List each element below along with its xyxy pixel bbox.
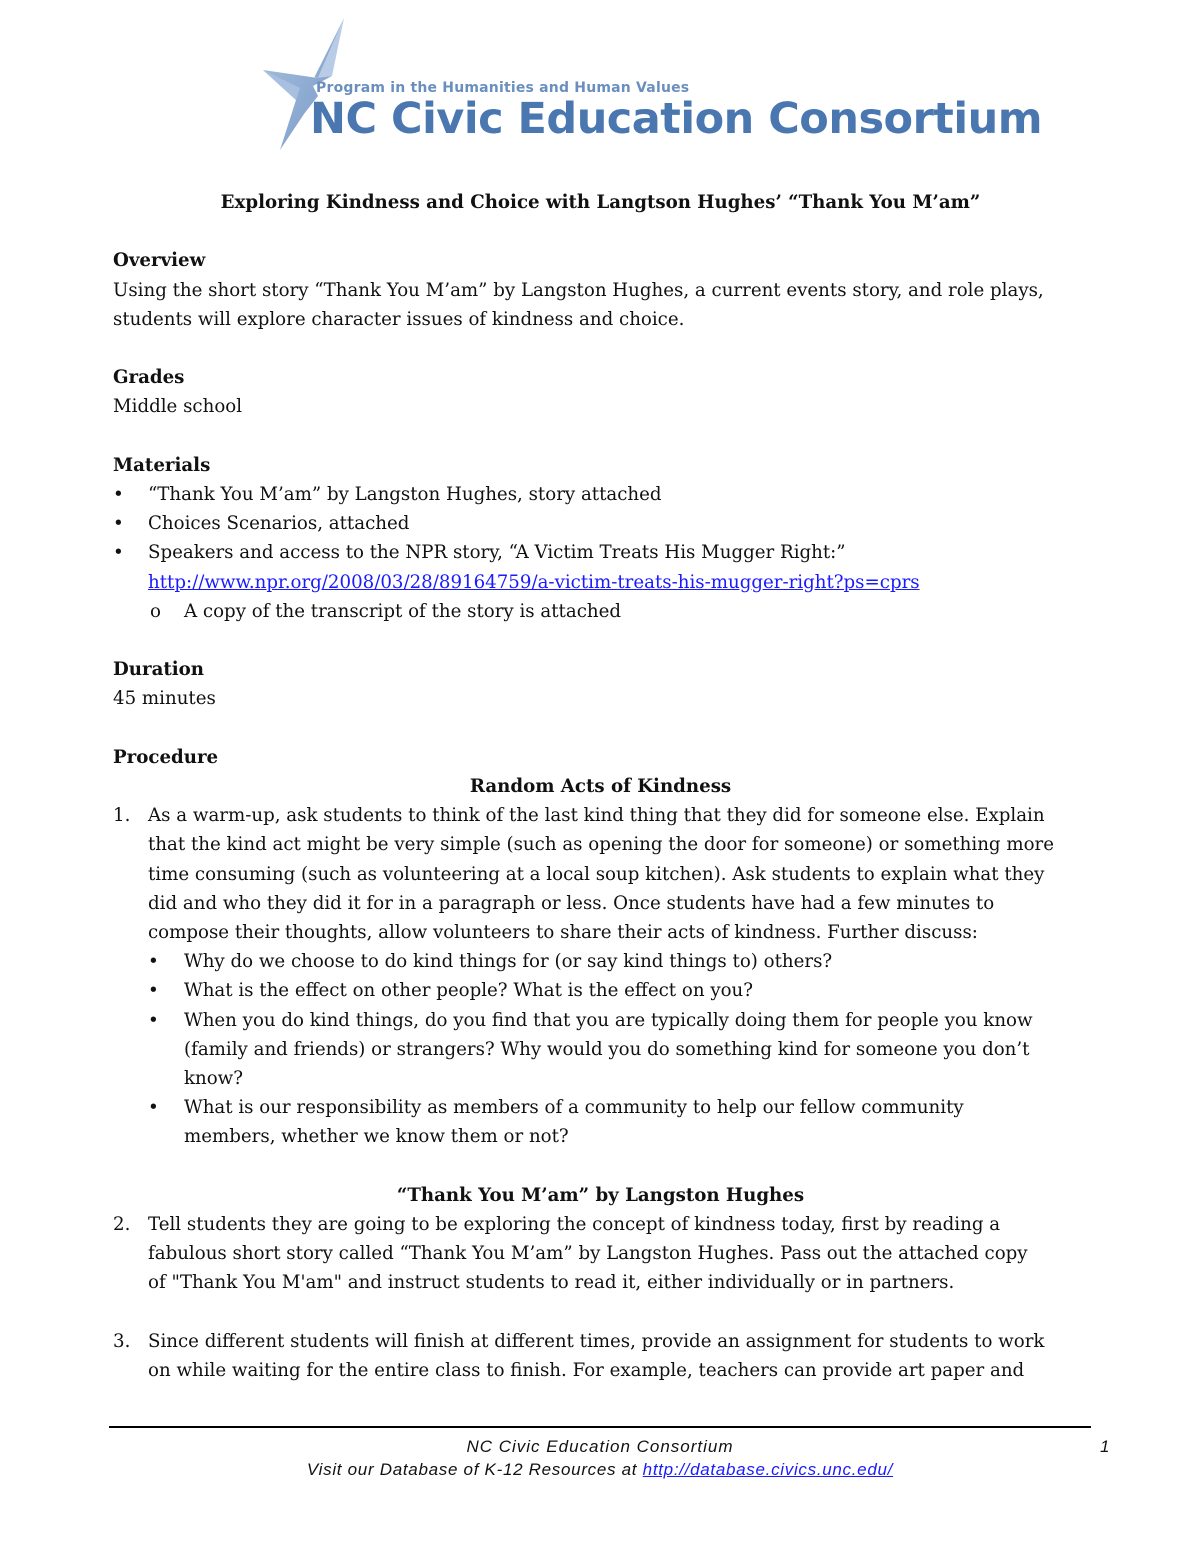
page-number: 1 [1100,1437,1110,1456]
document-body [113,188,1088,1385]
step-number: 1. [113,805,131,827]
procedure-step-1 [113,801,1088,1151]
list-item-text: (family and friends) or strangers? Why would you do something kind for someone you don’t [184,1038,1030,1060]
list-item-text: “Thank You M’am” by Langston Hughes, story attached [148,483,662,505]
duration-value: 45 minutes [113,688,216,710]
step-text-line: on while waiting for the entire class to finish. For example, teachers can provide art paper and [148,1360,1025,1382]
step-text-line: Since different students will finish at different times, provide an assignment for students to work [148,1330,1045,1352]
list-item-text: Speakers and access to the NPR story, “A Victim Treats His Mugger Right:” [148,542,846,564]
list-item [148,1093,1088,1151]
list-item [113,480,1088,509]
overview-text-line: Using the short story “Thank You M’am” by Langston Hughes, a current events story, and role plays, [113,279,1044,301]
list-item [148,947,1088,976]
step-text-line: compose their thoughts, allow volunteers to share their acts of kindness. Further discuss: [148,922,978,943]
list-item-text: know? [184,1068,244,1090]
step-text-line: fabulous short story called “Thank You M’am” by Langston Hughes. Pass out the attached copy [148,1243,1028,1265]
footer-org: NC Civic Education Consortium [466,1437,734,1456]
list-item-text: • What is our responsibility as members of a community to help our fellow community [184,1097,964,1119]
document-title: Exploring Kindness and Choice with Langtson Hughes’ “Thank You M’am” [220,192,981,213]
section-title: Random Acts of Kindness [469,775,732,797]
materials-list [113,480,1088,626]
list-item-text: • What is the effect on other people? What is the effect on you? [184,980,754,1002]
step-number: 3. [113,1330,131,1352]
step-text-line: of "Thank You M'am" and instruct students to read it, either individually or in partners. [148,1272,955,1294]
list-item-text: A copy of the transcript of the story is attached [184,600,622,622]
step-number: 2. [113,1214,131,1236]
list-item [113,538,1088,626]
step-text-line: time consuming (such as volunteering at a local soup kitchen). Ask students to explain what they [148,863,1045,885]
grades-heading: Grades [113,367,185,389]
procedure-steps [113,801,1088,1151]
footer-visit-line [109,1460,1091,1480]
discussion-questions [148,947,1088,1151]
overview-text-line: students will explore character issues of kindness and choice. [113,308,685,330]
step-text-line: Tell students they are going to be exploring the concept of kindness today, first by reading a [148,1214,1001,1236]
footer-divider [109,1426,1091,1428]
procedure-step-3 [113,1327,1088,1385]
section-title: “Thank You M’am” by Langston Hughes [396,1184,805,1206]
nc-civic-logo [258,18,1042,158]
step-text-line: As a warm-up, ask students to think of the last kind thing that they did for someone else. Explain [148,805,1045,827]
materials-heading: Materials [113,454,211,476]
procedure-steps [113,1327,1088,1385]
list-item-text: Choices Scenarios, attached [148,513,410,535]
procedure-steps [113,1210,1088,1298]
overview-heading: Overview [113,250,206,272]
list-item [148,1006,1088,1094]
logo-name: NC Civic Education Consortium [310,94,1042,144]
list-item-text: • When you do kind things, do you find that you are typically doing them for people you know [184,1009,1033,1031]
footer-visit-text: Visit our Database of K-12 Resources at [306,1460,643,1479]
procedure-step-2 [113,1210,1088,1298]
list-item [148,976,1088,1005]
list-item [113,597,1088,626]
step-text-line: that the kind act might be very simple (such as opening the door for someone) or something more [148,834,1054,856]
list-item [113,509,1088,538]
logo-tagline: Program in the Humanities and Human Values [316,80,690,96]
list-item-text: • Why do we choose to do kind things for (or say kind things to) others? [184,951,833,973]
footer-database-link[interactable]: http://database.civics.unc.edu/ [642,1460,894,1479]
step-text-line: did and who they did it for in a paragraph or less. Once students have had a few minutes to [148,892,995,914]
procedure-heading: Procedure [113,746,219,768]
materials-sublist [113,597,1088,626]
list-item-text: members, whether we know them or not? [184,1126,569,1148]
duration-heading: Duration [113,659,205,681]
npr-story-link[interactable]: http://www.npr.org/2008/03/28/89164759/a-victim-treats-his-mugger-right?ps=cprs [148,571,920,593]
grades-value: Middle school [113,396,243,418]
